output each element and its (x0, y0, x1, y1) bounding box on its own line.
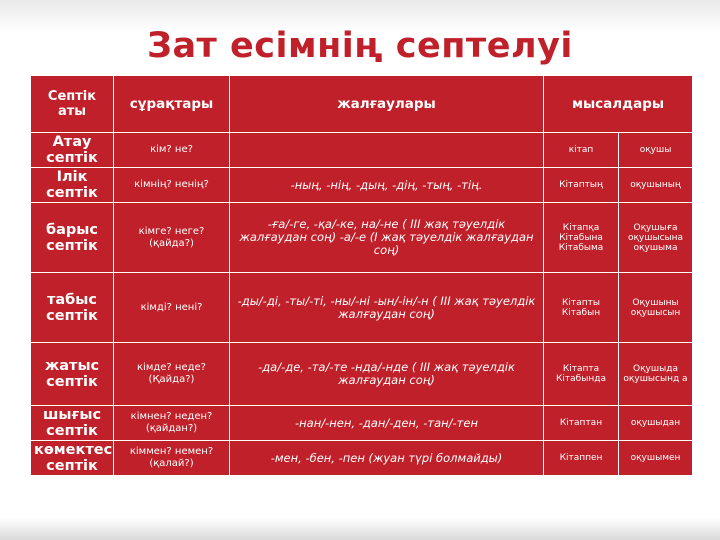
case-questions: кім? не? (114, 133, 230, 168)
header-endings: жалғаулары (230, 76, 544, 133)
case-name: шығыс септік (31, 406, 114, 441)
case-example-person: оқушыдан (619, 406, 693, 441)
case-endings: -ға/-ге, -қа/-ке, на/-не ( ІІІ жақ тәуелдік жалғаудан соң) -а/-е (І жақ тәуелдік жалғаудан соң) (230, 203, 544, 273)
bottom-decor-stripe (0, 518, 720, 540)
table-row (31, 168, 693, 203)
table-header-row (31, 76, 693, 133)
case-questions: кімде? неде? (Қайда?) (114, 343, 230, 406)
case-endings: -нан/-нен, -дан/-ден, -тан/-тен (230, 406, 544, 441)
case-example-noun: Кітаппен (544, 441, 619, 476)
table-row (31, 441, 693, 476)
case-questions: кімге? неге? (қайда?) (114, 203, 230, 273)
case-example-person: Оқушыны оқушысын (619, 273, 693, 343)
case-name: Ілік септік (31, 168, 114, 203)
case-questions: кімнің? ненің? (114, 168, 230, 203)
table-row (31, 273, 693, 343)
case-example-noun: кітап (544, 133, 619, 168)
case-endings (230, 133, 544, 168)
table-row (31, 406, 693, 441)
case-name: барыс септік (31, 203, 114, 273)
case-name: жатыс септік (31, 343, 114, 406)
case-example-noun: Кітапта Кітабында (544, 343, 619, 406)
case-questions: кімді? нені? (114, 273, 230, 343)
case-example-noun: Кітапты Кітабын (544, 273, 619, 343)
case-example-person: оқушының (619, 168, 693, 203)
header-case-name: Септік аты (31, 76, 114, 133)
case-example-noun: Кітаптың (544, 168, 619, 203)
case-example-person: оқушы (619, 133, 693, 168)
case-endings: -ды/-ді, -ты/-ті, -ны/-ні -ын/-ін/-н ( ІІІ жақ тәуелдік жалғаудан соң) (230, 273, 544, 343)
case-endings: -мен, -бен, -пен (жуан түрі болмайды) (230, 441, 544, 476)
case-example-person: Оқушыда оқушысынд а (619, 343, 693, 406)
header-examples: мысалдары (544, 76, 693, 133)
case-endings: -ның, -нің, -дың, -дің, -тың, -тің. (230, 168, 544, 203)
case-example-noun: Кітаптан (544, 406, 619, 441)
case-example-person: оқушымен (619, 441, 693, 476)
table-row (31, 203, 693, 273)
case-name: Атау септік (31, 133, 114, 168)
table-row (31, 343, 693, 406)
case-example-noun: Кітапқа Кітабына Кітабыма (544, 203, 619, 273)
case-name: көмектес септік (31, 441, 114, 476)
case-example-person: Оқушыға оқушысына оқушыма (619, 203, 693, 273)
case-endings: -да/-де, -та/-те -нда/-нде ( ІІІ жақ тәуелдік жалғаудан соң) (230, 343, 544, 406)
case-name: табыс септік (31, 273, 114, 343)
declension-table (30, 75, 693, 476)
case-questions: кіммен? немен? (қалай?) (114, 441, 230, 476)
page-title: Зат есімнің септелуі (147, 26, 573, 66)
case-questions: кімнен? неден? (қайдан?) (114, 406, 230, 441)
header-questions: сұрақтары (114, 76, 230, 133)
table-row (31, 133, 693, 168)
